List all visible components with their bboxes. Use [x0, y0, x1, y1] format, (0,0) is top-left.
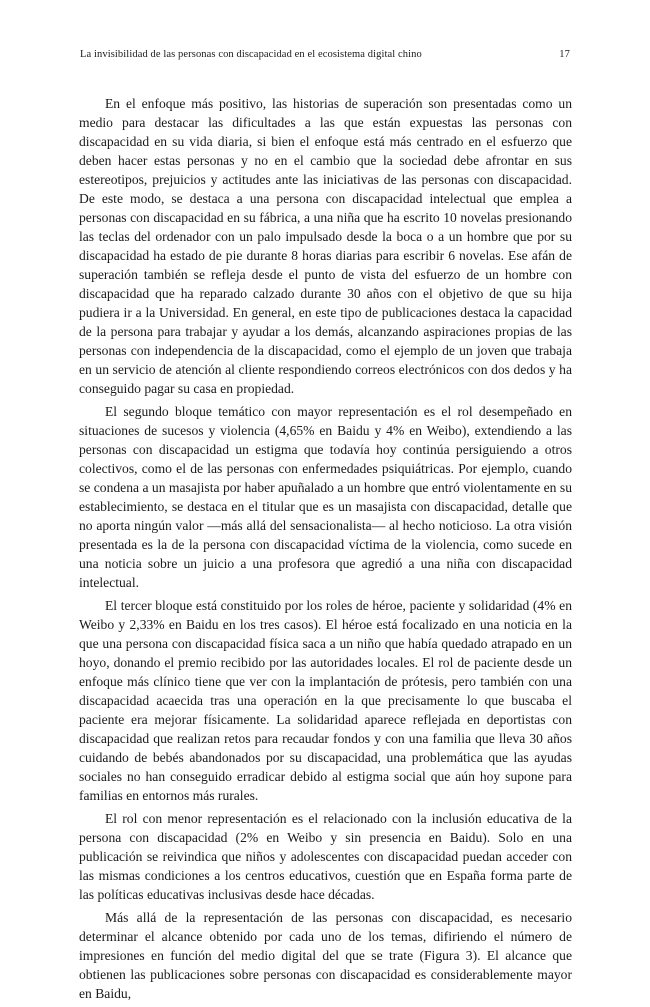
running-header [80, 47, 570, 63]
page-number: 17 [559, 49, 570, 60]
paragraph: El segundo bloque temático con mayor representación es el rol desempeñado en situaciones de sucesos y violencia (4,65% en Baidu y 4% en Weibo), extendiendo a las personas con discapacidad un estigma que todavía hoy continúa persiguiendo a otros colectivos, como el de las personas con enfermedades psiquiátricas. Por ejemplo, cuando se condena a un masajista por haber apuñalado a un hombre que entró violentamente en su establecimiento, se destaca en el titular que es un masajista con discapacidad, detalle que no aporta ningún valor —más allá del sensacionalista— al hecho noticioso. La otra visión presentada es la de la persona con discapacidad víctima de la violencia, como sucede en una noticia sobre un juicio a una profesora que agredió a una niña con discapacidad intelectual. [79, 404, 572, 590]
paragraph: En el enfoque más positivo, las historias de superación son presentadas como un medio para destacar las dificultades a las que están expuestas las personas con discapacidad en su vida diaria, si bien el enfoque está más centrado en el esfuerzo que deben hacer estas personas y no en el cambio que la sociedad debe afrontar en sus estereotipos, prejuicios y actitudes ante las iniciativas de las personas con discapacidad. De este modo, se destaca a una persona con discapacidad intelectual que emplea a personas con discapacidad en su fábrica, a una niña que ha escrito 10 novelas presionando las teclas del ordenador con un palo impulsado desde la boca o a un hombre que por su discapacidad ha estado de pie durante 8 horas diarias para escribir 6 novelas. Ese afán de superación también se refleja desde el punto de vista del esfuerzo de un hombre con discapacidad que ha reparado calzado durante 30 años con el objetivo de que su hija pudiera ir a la Universidad. En general, en este tipo de publicaciones destaca la capacidad de la persona para trabajar y ayudar a los demás, alcanzando aspiraciones propias de las personas con independencia de la discapacidad, como el ejemplo de un joven que trabaja en un servicio de atención al cliente respondiendo correos electrónicos con dos dedos y ha conseguido pagar su casa en propiedad. [79, 96, 572, 396]
paragraph: El rol con menor representación es el relacionado con la inclusión educativa de la persona con discapacidad (2% en Weibo y sin presencia en Baidu). Solo en una publicación se reivindica que niños y adolescentes con discapacidad puedan acceder con las mismas condiciones a los centros educativos, cuestión que en España forma parte de las políticas educativas inclusivas desde hace décadas. [79, 811, 572, 902]
paragraph: El tercer bloque está constituido por los roles de héroe, paciente y solidaridad (4% en Weibo y 2,33% en Baidu en los tres casos). El héroe está focalizado en una noticia en la que una persona con discapacidad física saca a un niño que había quedado atrapado en un hoyo, donando el premio recibido por las autoridades locales. El rol de paciente desde un enfoque más clínico tiene que ver con la implantación de prótesis, pero también con una discapacidad acaecida tras una operación en la que precisamente lo que buscaba el paciente era mejorar físicamente. La solidaridad aparece reflejada en deportistas con discapacidad que realizan retos para recaudar fondos y con una familia que lleva 30 años cuidando de bebés abandonados por su discapacidad, una problemática que las ayudas sociales no han conseguido erradicar debido al estigma social que aún hoy supone para familias en entornos más rurales. [79, 598, 572, 803]
body-text [79, 94, 572, 1007]
paragraph: Más allá de la representación de las personas con discapacidad, es necesario determinar el alcance obtenido por cada uno de los temas, difiriendo el número de impresiones en función del medio digital del que se trate (Figura 3). El alcance que obtienen las publicaciones sobre personas con discapacidad es considerablemente mayor en Baidu, [79, 910, 572, 1001]
running-header-title: La invisibilidad de las personas con discapacidad en el ecosistema digital chino [80, 49, 422, 60]
